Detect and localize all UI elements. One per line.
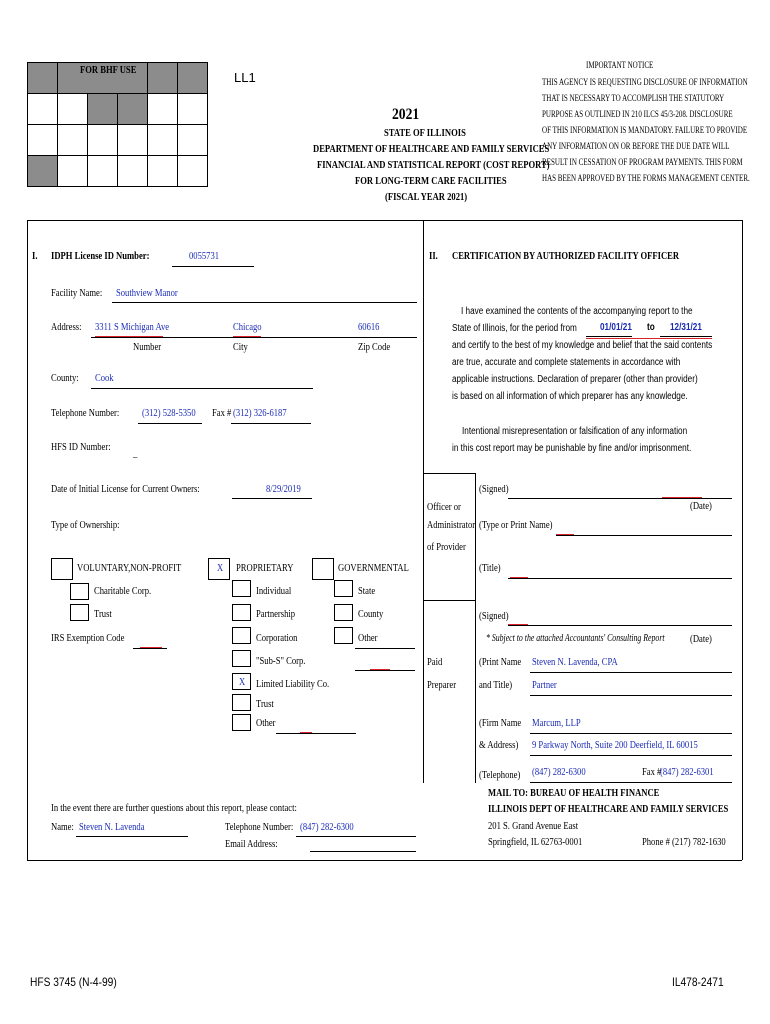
type-name-label: (Type or Print Name) — [479, 519, 553, 531]
hfs-value[interactable]: _ — [133, 447, 138, 459]
ownership-label: Type of Ownership: — [51, 519, 120, 531]
license-label: IDPH License ID Number: — [51, 250, 150, 262]
prop-other-checkbox[interactable] — [232, 714, 251, 731]
gov-county-checkbox[interactable] — [334, 604, 353, 621]
firm-name-value[interactable]: Marcum, LLP — [532, 717, 581, 729]
period-to[interactable]: 12/31/21 — [670, 322, 702, 333]
charitable-label: Charitable Corp. — [94, 585, 152, 597]
firm-name-label: (Firm Name — [479, 717, 522, 729]
zip-value[interactable]: 60616 — [358, 321, 380, 333]
proprietary-label: PROPRIETARY — [236, 562, 294, 574]
facility-value[interactable]: Southview Manor — [116, 287, 178, 299]
gov-other-label: Other — [358, 632, 378, 644]
officer-line-2: Administrator — [427, 519, 476, 531]
llc-label: Limited Liability Co. — [256, 678, 330, 690]
firm-fax-label: Fax # — [642, 766, 662, 778]
preparer-date-label: (Date) — [690, 633, 712, 645]
officer-line-1: Officer or — [427, 501, 461, 513]
title-label: (Title) — [479, 562, 501, 574]
contact-phone-label: Telephone Number: — [225, 821, 294, 833]
preparer-name-value[interactable]: Steven N. Lavenda, CPA — [532, 656, 618, 668]
section-1-number: I. — [32, 250, 38, 262]
charitable-checkbox[interactable] — [70, 583, 89, 600]
city-value[interactable]: Chicago — [233, 321, 262, 333]
preparer-title-value[interactable]: Partner — [532, 679, 557, 691]
contact-phone-value[interactable]: (847) 282-6300 — [300, 821, 354, 833]
governmental-label: GOVERNMENTAL — [338, 562, 409, 574]
phone-value[interactable]: (312) 528-5350 — [142, 407, 196, 419]
governmental-checkbox[interactable] — [312, 558, 334, 580]
gov-other-checkbox[interactable] — [334, 627, 353, 644]
address-label: Address: — [51, 321, 82, 333]
state-label: State — [358, 585, 376, 597]
firm-fax-value[interactable]: (847) 282-6301 — [660, 766, 714, 778]
s-corp-checkbox[interactable] — [232, 650, 251, 667]
fax-label: Fax # — [212, 407, 232, 419]
phone-label: Telephone Number: — [51, 407, 120, 419]
form-code: IL478-2471 — [672, 975, 724, 989]
s-corp-label: "Sub-S" Corp. — [256, 655, 306, 667]
individual-checkbox[interactable] — [232, 580, 251, 597]
form-number: HFS 3745 (N-4-99) — [30, 975, 117, 989]
number-caption: Number — [133, 341, 162, 353]
zip-caption: Zip Code — [358, 341, 391, 353]
firm-address-value[interactable]: 9 Parkway North, Suite 200 Deerfield, IL 60015 — [532, 739, 698, 751]
officer-date-label: (Date) — [690, 500, 712, 512]
county-value[interactable]: Cook — [95, 372, 114, 384]
bhf-use-label: FOR BHF USE — [80, 64, 137, 76]
section-2-number: II. — [429, 250, 438, 262]
officer-line-3: of Provider — [427, 541, 466, 553]
prop-trust-checkbox[interactable] — [232, 694, 251, 711]
initial-license-date-value[interactable]: 8/29/2019 — [266, 483, 301, 495]
facility-label: Facility Name: — [51, 287, 103, 299]
individual-label: Individual — [256, 585, 292, 597]
city-caption: City — [233, 341, 248, 353]
county-label: County: — [51, 372, 79, 384]
ll1-code: LL1 — [234, 70, 256, 85]
license-value[interactable]: 0055731 — [189, 250, 220, 262]
period-from[interactable]: 01/01/21 — [600, 322, 632, 333]
preparer-signed-label: (Signed) — [479, 610, 509, 622]
voluntary-checkbox[interactable] — [51, 558, 73, 580]
preparer-label: Preparer — [427, 679, 457, 691]
contact-question: In the event there are further questions about this report, please contact: — [51, 802, 297, 814]
prop-trust-label: Trust — [256, 698, 274, 710]
telephone-value[interactable]: (847) 282-6300 — [532, 766, 586, 778]
period-to-word: to — [647, 322, 655, 333]
street-value[interactable]: 3311 S Michigan Ave — [95, 321, 170, 333]
certification-title: CERTIFICATION BY AUTHORIZED FACILITY OFFICER — [452, 250, 680, 262]
report-year: 2021 — [392, 106, 420, 123]
state-checkbox[interactable] — [334, 580, 353, 597]
section-divider-line — [423, 220, 424, 473]
email-label: Email Address: — [225, 838, 278, 850]
irs-label: IRS Exemption Code — [51, 632, 125, 644]
partnership-checkbox[interactable] — [232, 604, 251, 621]
trust-label: Trust — [94, 608, 112, 620]
initial-license-date-label: Date of Initial License for Current Owners: — [51, 483, 200, 495]
hfs-label: HFS ID Number: — [51, 441, 111, 453]
trust-checkbox[interactable] — [70, 604, 89, 621]
partnership-label: Partnership — [256, 608, 296, 620]
paid-label: Paid — [427, 656, 443, 668]
frame-left-line — [27, 220, 28, 860]
corporation-checkbox[interactable] — [232, 627, 251, 644]
contact-name-value[interactable]: Steven N. Lavenda — [79, 821, 145, 833]
and-title-label: and Title) — [479, 679, 513, 691]
frame-right-line — [742, 220, 743, 860]
bhf-use-grid — [27, 62, 208, 187]
llc-checkbox[interactable] — [232, 673, 251, 690]
officer-signed-label: (Signed) — [479, 483, 509, 495]
frame-bottom-line — [27, 860, 742, 861]
gov-county-label: County — [358, 608, 384, 620]
telephone-label: (Telephone) — [479, 769, 521, 781]
prop-other-label: Other — [256, 717, 276, 729]
subject-note: * Subject to the attached Accountants' Consulting Report — [486, 633, 665, 644]
frame-top-line — [27, 220, 742, 221]
fax-value[interactable]: (312) 326-6187 — [233, 407, 287, 419]
print-name-label: (Print Name — [479, 656, 522, 668]
llc-mark: X — [239, 676, 246, 688]
proprietary-mark: X — [217, 562, 224, 574]
firm-address-label: & Address) — [479, 739, 519, 751]
corporation-label: Corporation — [256, 632, 298, 644]
contact-name-label: Name: — [51, 821, 74, 833]
voluntary-label: VOLUNTARY,NON-PROFIT — [77, 562, 182, 574]
proprietary-checkbox[interactable] — [208, 558, 230, 580]
